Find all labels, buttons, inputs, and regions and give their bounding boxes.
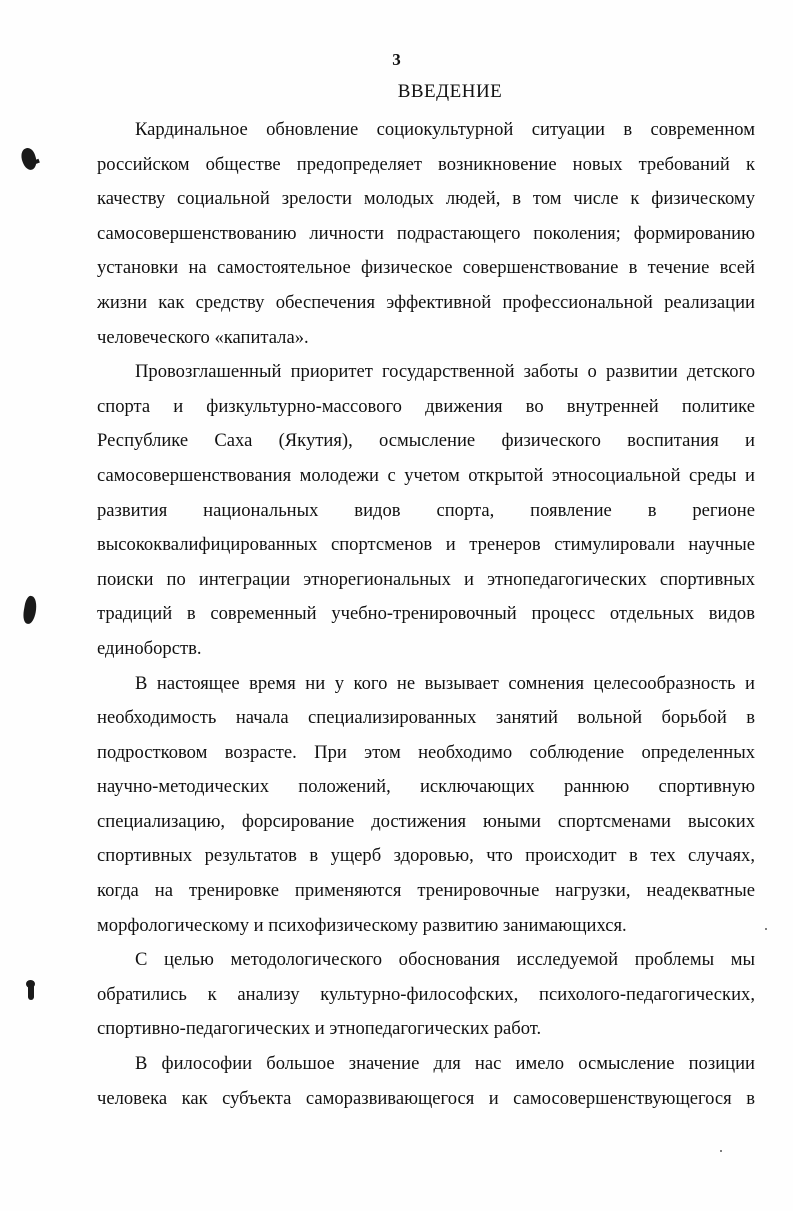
text-line: человека как субъекта саморазвивающегося и самосовершенствующегося в	[97, 1087, 755, 1109]
text-line: самосовершенствования молодежи с учетом открытой этносоциальной среды и	[97, 464, 755, 486]
text-line: Кардинальное обновление социокультурной ситуации в современном	[135, 119, 755, 140]
text-line: поиски по интеграции этнорегиональных и этнопедагогических спортивных	[97, 568, 755, 590]
text-line: традиций в современный учебно-тренировочный процесс отдельных видов	[97, 603, 755, 625]
text-line: Республике Саха (Якутия), осмысление физического воспитания и	[97, 430, 755, 452]
text-line: Провозглашенный приоритет государственной заботы о развитии детского	[135, 361, 755, 383]
page-number: 3	[392, 50, 401, 69]
text-line: В настоящее время ни у кого не вызывает сомнения целесообразность и	[135, 672, 755, 694]
text-line: жизни как средству обеспечения эффективной профессиональной реализации	[97, 291, 755, 313]
text-line: В философии большое значение для нас имело осмысление позиции	[135, 1053, 755, 1075]
text-line: научно-методических положений, исключающих раннюю спортивную	[97, 776, 755, 798]
text-line: установки на самостоятельное физическое совершенствование в течение всей	[97, 257, 755, 279]
text-line: обратились к анализу культурно-философских, психолого-педагогических,	[97, 983, 755, 1005]
paragraph	[97, 355, 755, 666]
paragraph	[97, 1047, 755, 1116]
text-line: спортивно-педагогических и этнопедагогических работ.	[97, 1018, 542, 1040]
text-line: морфологическому и психофизическому развитию занимающихся.	[97, 914, 627, 936]
paragraph	[97, 113, 755, 355]
section-heading: ВВЕДЕНИЕ	[397, 81, 503, 102]
text-line: самосовершенствованию личности подрастающего поколения; формированию	[97, 222, 755, 244]
scan-speck	[765, 928, 767, 930]
text-line: необходимость начала специализированных занятий вольной борьбой в	[97, 707, 755, 729]
margin-mark-icon	[28, 982, 34, 1000]
paragraph	[97, 667, 755, 944]
text-line: качеству социальной зрелости молодых людей, в том числе к физическому	[97, 188, 755, 210]
text-line: высококвалифицированных спортсменов и тренеров стимулировали научные	[97, 534, 755, 556]
text-line: спортивных результатов в ущерб здоровью, что происходит в тех случаях,	[97, 845, 755, 867]
text-line: подростковом возрасте. При этом необходимо соблюдение определенных	[97, 741, 755, 763]
margin-mark-icon	[22, 595, 39, 625]
text-line: спорта и физкультурно-массового движения во внутренней политике	[97, 395, 755, 417]
body-text	[97, 113, 755, 1116]
scan-speck	[720, 1150, 722, 1152]
text-line: единоборств.	[97, 637, 202, 659]
text-line: российском обществе предопределяет возникновение новых требований к	[97, 153, 755, 175]
paragraph	[97, 943, 755, 1047]
text-line: развития национальных видов спорта, появление в регионе	[97, 499, 755, 521]
text-line: человеческого «капитала».	[97, 326, 309, 348]
text-line: С целью методологического обоснования исследуемой проблемы мы	[135, 949, 755, 971]
margin-mark-icon	[19, 146, 40, 171]
text-line: специализацию, форсирование достижения юными спортсменами высоких	[97, 810, 755, 832]
text-line: когда на тренировке применяются тренировочные нагрузки, неадекватные	[97, 880, 755, 902]
